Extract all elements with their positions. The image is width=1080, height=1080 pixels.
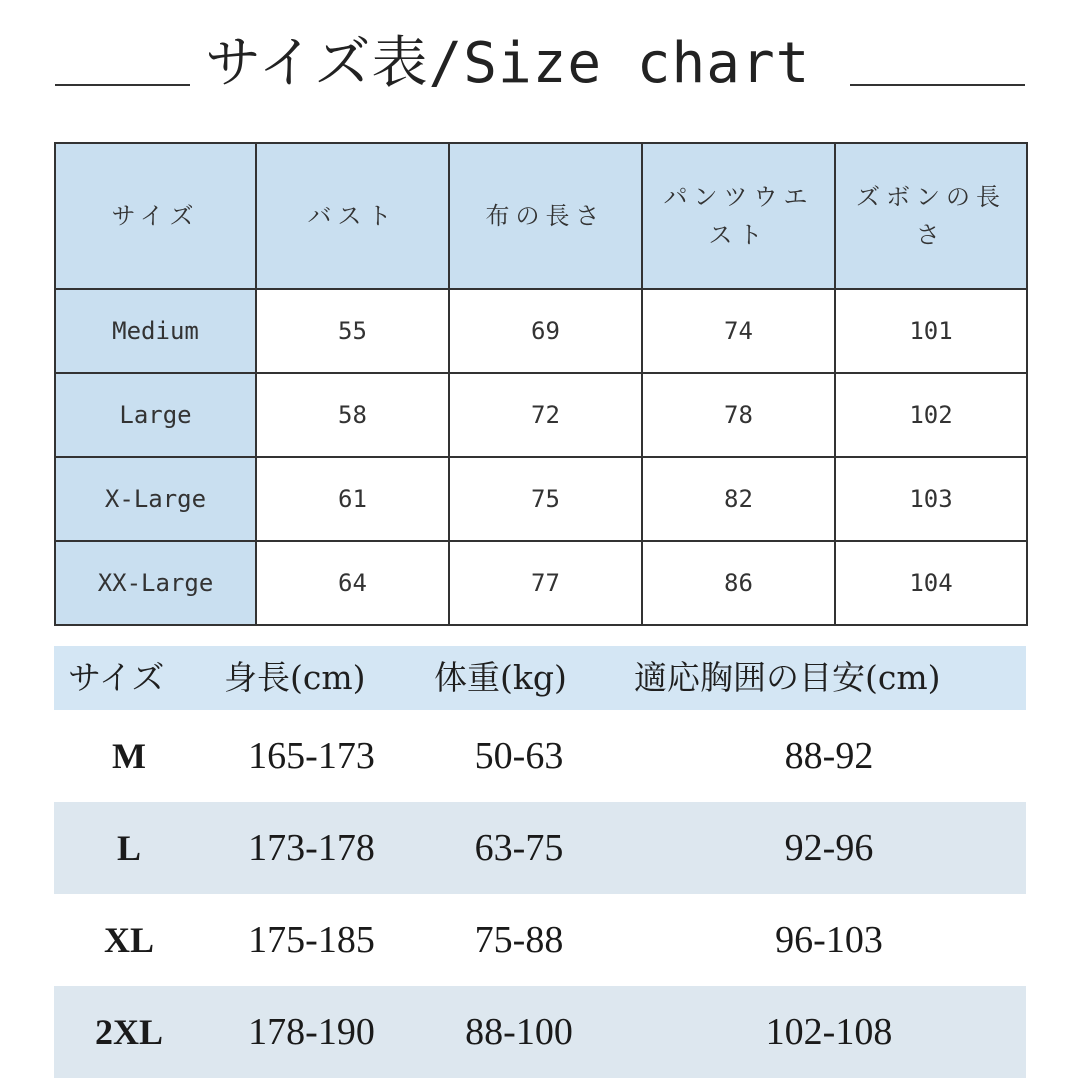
fit-chest-cell: 96-103 bbox=[775, 919, 883, 961]
size-label-cell: Large bbox=[55, 373, 256, 457]
fit-header-size: サイズ bbox=[68, 658, 165, 697]
fit-header-chest: 適応胸囲の目安(cm) bbox=[634, 658, 941, 697]
fit-table-header-row bbox=[54, 646, 1026, 710]
fit-height-cell: 165-173 bbox=[248, 735, 375, 777]
length-cell: 69 bbox=[449, 289, 642, 373]
table-row bbox=[54, 894, 1026, 986]
header-rule-left bbox=[55, 84, 190, 86]
page-title: サイズ表/Size chart bbox=[205, 31, 811, 96]
waist-cell: 74 bbox=[642, 289, 835, 373]
fit-chest-cell: 88-92 bbox=[784, 735, 874, 777]
header-cell-bust: バスト bbox=[256, 143, 449, 289]
size-label-cell: XX-Large bbox=[55, 541, 256, 625]
fit-chest-cell: 102-108 bbox=[765, 1011, 893, 1053]
fit-size-cell: XL bbox=[103, 920, 154, 960]
chart-header bbox=[0, 20, 1080, 110]
length-cell: 72 bbox=[449, 373, 642, 457]
fit-height-cell: 178-190 bbox=[248, 1011, 375, 1053]
bust-cell: 55 bbox=[256, 289, 449, 373]
size-label-cell: Medium bbox=[55, 289, 256, 373]
fit-weight-cell: 63-75 bbox=[474, 827, 564, 869]
length-cell: 77 bbox=[449, 541, 642, 625]
header-cell-pants-length: ズボンの長さ bbox=[835, 143, 1027, 289]
size-measurement-table bbox=[54, 142, 1028, 626]
table-row bbox=[54, 710, 1026, 802]
table-row bbox=[55, 541, 1027, 625]
table-row bbox=[55, 457, 1027, 541]
pants-length-cell: 103 bbox=[835, 457, 1027, 541]
fit-height-cell: 175-185 bbox=[248, 919, 375, 961]
bust-cell: 61 bbox=[256, 457, 449, 541]
fit-height-cell: 173-178 bbox=[248, 827, 375, 869]
header-cell-waist: パンツウエスト bbox=[642, 143, 835, 289]
pants-length-cell: 104 bbox=[835, 541, 1027, 625]
header-cell-size: サイズ bbox=[55, 143, 256, 289]
header-cell-length: 布の長さ bbox=[449, 143, 642, 289]
fit-size-cell: L bbox=[116, 828, 141, 868]
fit-weight-cell: 88-100 bbox=[465, 1011, 573, 1053]
table-row bbox=[55, 373, 1027, 457]
fit-size-cell: M bbox=[112, 736, 146, 776]
fit-weight-cell: 75-88 bbox=[474, 919, 564, 961]
bust-cell: 64 bbox=[256, 541, 449, 625]
size-table-header-row bbox=[55, 143, 1027, 289]
pants-length-cell: 102 bbox=[835, 373, 1027, 457]
size-label-cell: X-Large bbox=[55, 457, 256, 541]
fit-guide-table bbox=[54, 646, 1026, 1078]
fit-weight-cell: 50-63 bbox=[474, 735, 564, 777]
waist-cell: 78 bbox=[642, 373, 835, 457]
table-row bbox=[55, 289, 1027, 373]
table-row bbox=[54, 802, 1026, 894]
header-rule-right bbox=[850, 84, 1025, 86]
fit-chest-cell: 92-96 bbox=[784, 827, 874, 869]
bust-cell: 58 bbox=[256, 373, 449, 457]
fit-size-cell: 2XL bbox=[94, 1012, 163, 1052]
fit-header-height: 身長(cm) bbox=[224, 658, 366, 697]
length-cell: 75 bbox=[449, 457, 642, 541]
pants-length-cell: 101 bbox=[835, 289, 1027, 373]
waist-cell: 82 bbox=[642, 457, 835, 541]
table-row bbox=[54, 986, 1026, 1078]
waist-cell: 86 bbox=[642, 541, 835, 625]
fit-header-weight: 体重(kg) bbox=[434, 658, 567, 697]
